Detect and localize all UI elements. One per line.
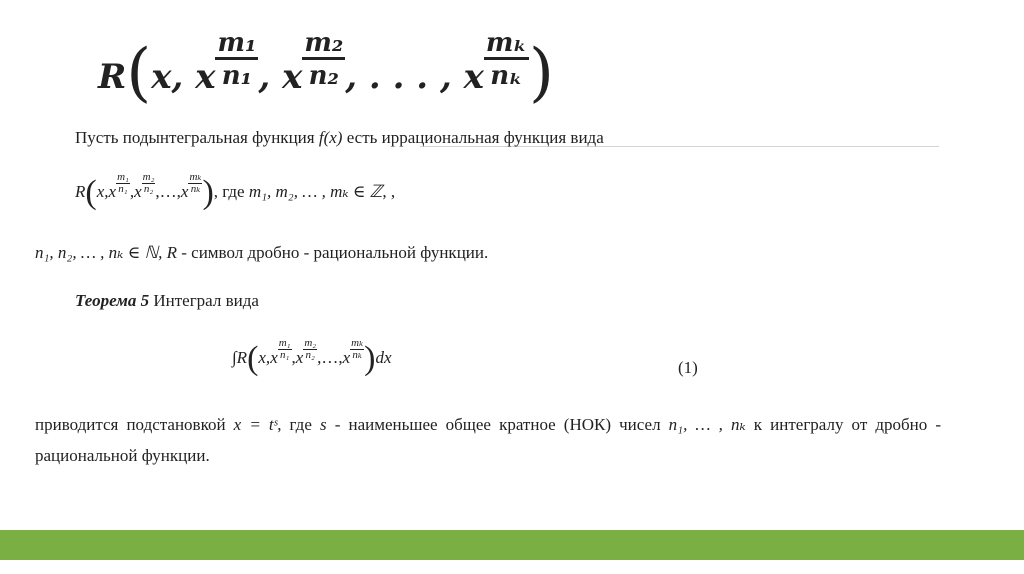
formula2-m1: m₁	[278, 337, 291, 349]
title-term-k: x $\frac{\text{mₖ}}{\text{nₖ}}$	[463, 28, 528, 97]
formula2-nk: nₖ	[352, 349, 362, 361]
title-m2: m₂	[304, 28, 344, 58]
title-n2: n₂	[308, 61, 339, 91]
formula2-ellipsis: ,…,	[317, 348, 343, 367]
formula2-x: x,	[258, 348, 271, 367]
formula1-nk: nₖ	[190, 183, 201, 195]
integral-sign: ∫	[232, 348, 237, 367]
formula1-close-paren: )	[202, 174, 214, 211]
title-x: x,	[151, 57, 184, 97]
title-n1: n₁	[221, 61, 253, 91]
formula1-n1: n₁	[118, 183, 128, 195]
intro-text: Пусть подынтегральная функция	[75, 128, 319, 147]
theorem-text: Интеграл вида	[149, 291, 259, 310]
formula1-ellipsis: ,…,	[155, 182, 181, 201]
title-function-R: R	[98, 57, 127, 97]
title-open-paren: (	[126, 36, 152, 110]
paragraph-intro	[75, 127, 604, 149]
title-term-2: x $\frac{\text{m₂}}{\text{n₂}}$	[282, 28, 344, 97]
subst-text-4: к интегралу от дробно - рациональной функции.	[35, 415, 942, 465]
footer-accent-bar	[0, 530, 1024, 560]
n-list: n₁, n₂, … , nₖ ∈ ℕ,	[35, 243, 167, 262]
theorem-label: Теорема 5	[75, 291, 150, 310]
formula2-R: R	[236, 348, 248, 367]
formula2-m2: m₂	[304, 337, 317, 349]
title-mk: mₖ	[485, 28, 528, 58]
formula2-close-paren: )	[364, 340, 376, 377]
formula1-tail: , ,	[382, 182, 396, 201]
paragraph-substitution	[35, 409, 941, 471]
formula2-dx: dx	[375, 348, 392, 367]
subst-text-1: приводится подстановкой	[35, 415, 234, 434]
formula1-where: , где	[213, 182, 249, 201]
formula2-n2: n₂	[305, 349, 315, 361]
formula1-n2: n₂	[143, 183, 154, 195]
title-m1: m₁	[217, 28, 257, 58]
paragraph-n-definition	[35, 242, 488, 264]
formula2-open-paren: (	[247, 340, 259, 377]
formula2-n1: n₁	[279, 349, 290, 361]
equation-number: (1)	[678, 358, 698, 377]
subst-text-2: , где	[277, 415, 320, 434]
intro-text-end: есть иррациональная функция вида	[342, 128, 604, 147]
formula-integral: ∫R(x,x $\frac{\text{m₁}}{\text{n₁}}$ ,x $\frac{\text{m₂}}{\text{n₂}}$ ,…,x $\frac{\text{mₖ}}{\text{nₖ}}$ )dx	[232, 337, 392, 377]
symbol-R: R	[166, 243, 177, 262]
theorem-statement	[75, 290, 259, 312]
formula1-open-paren: (	[85, 174, 97, 211]
slide-title-formula	[98, 28, 555, 110]
footer-strip	[0, 560, 1024, 574]
subst-text-3: - наименьшее общее кратное (НОК) чисел	[326, 415, 669, 434]
formula2-mk: mₖ	[351, 337, 364, 349]
formula-irrational-function: R(x,x $\frac{\text{m₁}}{\text{n₁}}$ ,x $\frac{\text{m₂}}{\text{n₂}}$ ,…,x $\frac{\text{mₖ}}{\text{nₖ}}$ ), где m₁, m₂, … , mₖ ∈ ℤ, ,	[75, 171, 396, 211]
formula1-m-list: m₁, m₂, … , mₖ ∈ ℤ	[248, 182, 383, 201]
symbol-s: s	[319, 415, 327, 434]
title-ellipsis: , . . . ,	[345, 57, 452, 97]
n-definition-text: - символ дробно - рациональной функции.	[176, 243, 489, 262]
subst-n-list: n₁, … , nₖ	[668, 415, 746, 434]
title-term-1: x $\frac{\text{m₁}}{\text{n₁}}$	[195, 28, 257, 97]
substitution-formula: x = tˢ	[233, 415, 278, 434]
formula1-R: R	[75, 182, 86, 201]
title-comma: ,	[258, 57, 271, 97]
title-nk: nₖ	[490, 61, 523, 91]
formula1-m1: m₁	[117, 171, 129, 183]
intro-fx: f(x)	[318, 128, 343, 147]
title-close-paren: )	[529, 36, 555, 110]
formula1-x: x,	[96, 182, 109, 201]
formula1-mk: mₖ	[189, 171, 202, 183]
formula1-m2: m₂	[142, 171, 155, 183]
